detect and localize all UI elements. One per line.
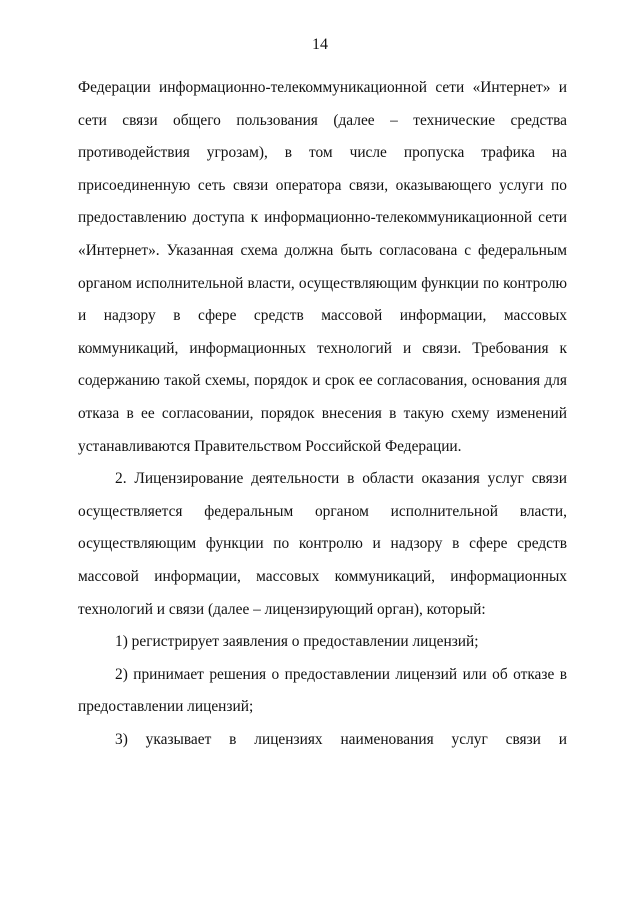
page-number: 14 — [312, 36, 328, 53]
document-body — [78, 72, 567, 756]
list-item-2: 2) принимает решения о предоставлении лицензий или об отказе в предоставлении лицензий; — [78, 665, 567, 716]
list-item-1: 1) регистрирует заявления о предоставлении лицензий; — [115, 633, 479, 651]
paragraph-continuation: Федерации информационно-телекоммуникационной сети «Интернет» и сети связи общего пользования (далее – технические средства противодействия угрозам), в том числе пропуска трафика на присоединенную сеть связи оператора связи, оказывающего услуги по предоставлению доступа к информационно-телекоммуникационной сети «Интернет». Указанная схема должна быть согласована с федеральным органом исполнительной власти, осуществляющим функции по контролю и надзору в сфере средств массовой информации, массовых коммуникаций, информационных технологий и связи. Требования к содержанию такой схемы, порядок и срок ее согласования, основания для отказа в ее согласовании, порядок внесения в такую схему изменений устанавливаются Правительством Российской Федерации. — [78, 79, 567, 455]
paragraph-licensing: 2. Лицензирование деятельности в области оказания услуг связи осуществляется федеральным органом исполнительной власти, осуществляющим функции по контролю и надзору в сфере средств массовой информации, массовых коммуникаций, информационных технологий и связи (далее – лицензирующий орган), который: — [78, 470, 567, 618]
list-item-3: 3) указывает в лицензиях наименования услуг связи и — [115, 730, 567, 748]
